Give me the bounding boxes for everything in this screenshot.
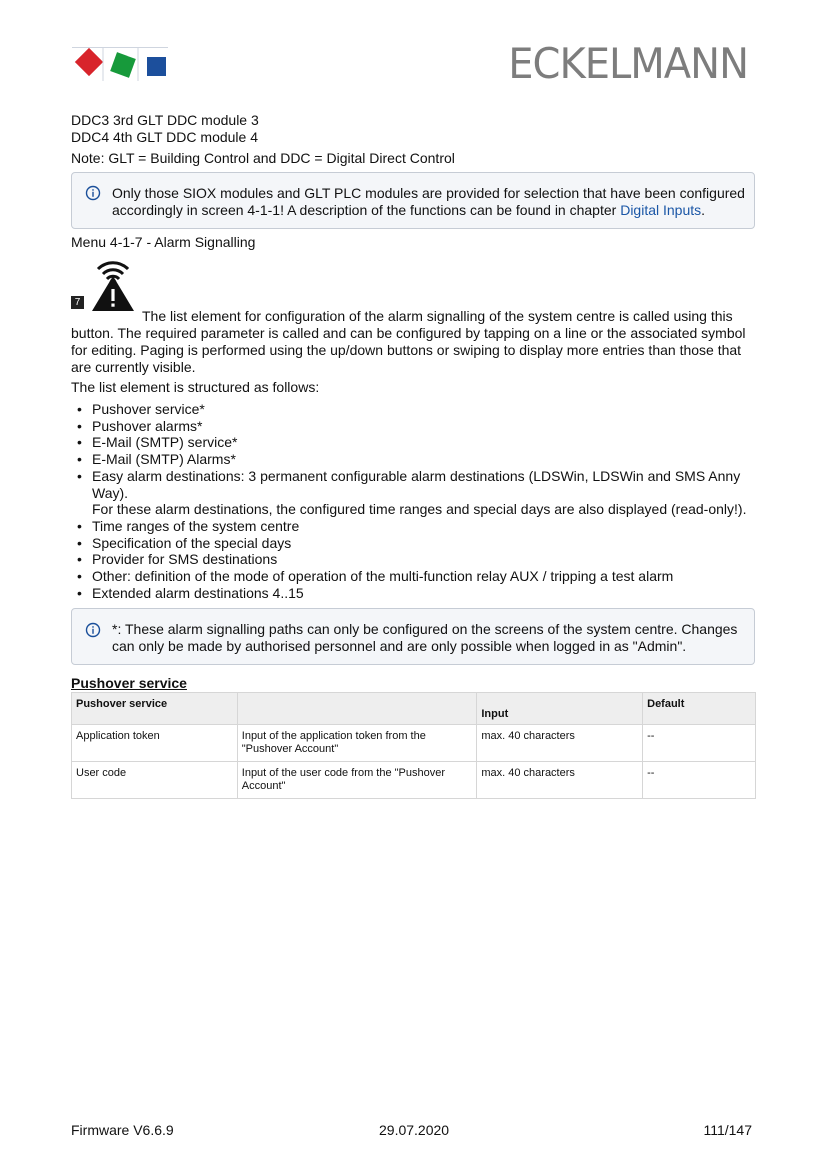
- list-item: • Other: definition of the mode of operation of the multi-function relay AUX / tripping a test alarm: [71, 568, 756, 585]
- pushover-params-table: [71, 692, 756, 799]
- table-row: [72, 725, 756, 762]
- logo-red-square: [75, 48, 103, 76]
- info-box-selection: [71, 172, 755, 229]
- footer-page-number: 111/147: [703, 1122, 752, 1138]
- intro-line: DDC4 4th GLT DDC module 4: [71, 129, 258, 145]
- intro-line: DDC3 3rd GLT DDC module 3: [71, 112, 259, 128]
- alarm-paragraph-line: for editing. Paging is performed using the up/down buttons or swiping to display more entries than those that: [71, 342, 742, 358]
- table-cell: User code: [72, 762, 238, 799]
- table-header-row: [72, 693, 756, 725]
- table-cell: Application token: [72, 725, 238, 762]
- note-line: Note: GLT = Building Control and DDC = Digital Direct Control: [71, 150, 455, 166]
- table-cell: max. 40 characters: [477, 725, 643, 762]
- brand-wordmark: ECKELMANN: [508, 40, 748, 89]
- table-header-cell: Pushover service: [72, 693, 238, 725]
- structure-intro: The list element is structured as follows:: [71, 379, 320, 395]
- menu-title: Menu 4-1-7 - Alarm Signalling: [71, 234, 256, 250]
- structure-list: [71, 401, 756, 601]
- company-logo: [72, 47, 168, 81]
- list-item: • Provider for SMS destinations: [71, 551, 756, 568]
- info-box-2-line: can only be made by authorised personnel and are only possible when logged in as "Admin".: [112, 638, 687, 654]
- info-box-2-line: *: These alarm signalling paths can only be configured on the screens of the system centre. Changes: [112, 621, 738, 637]
- info-box-1-line: Only those SIOX modules and GLT PLC modules are provided for selection that have been configured: [112, 185, 745, 201]
- list-item: • E-Mail (SMTP) Alarms*: [71, 451, 756, 468]
- alarm-paragraph-line: The list element for configuration of the alarm signalling of the system centre is called using this: [142, 308, 733, 324]
- table-header-cell: [237, 693, 477, 725]
- table-cell: --: [643, 762, 756, 799]
- alarm-paragraph-line: are currently visible.: [71, 359, 196, 375]
- table-header-cell: Input: [477, 693, 643, 725]
- intro-block: [71, 112, 756, 167]
- digital-inputs-link[interactable]: Digital Inputs: [620, 202, 702, 218]
- table-row: [72, 762, 756, 799]
- list-item: • Extended alarm destinations 4..15: [71, 585, 756, 602]
- button-number-badge: 7: [71, 296, 84, 309]
- list-item: • Specification of the special days: [71, 535, 756, 552]
- footer-date: 29.07.2020: [379, 1122, 450, 1138]
- info-icon: [85, 622, 101, 638]
- table-header-cell: Default: [643, 693, 756, 725]
- info-icon: [85, 185, 101, 201]
- table-cell: Input of the user code from the "Pushover Account": [237, 762, 477, 799]
- footer-firmware: Firmware V6.6.9: [71, 1122, 174, 1138]
- logo-green-square: [110, 52, 136, 78]
- list-item: • Easy alarm destinations: 3 permanent configurable alarm destinations (LDSWin, LDSWin and SMS Anny Way). For these alarm destinations, the configured time ranges and special days are also displayed (read-only!).: [71, 468, 756, 518]
- list-item: • Pushover service*: [71, 401, 756, 418]
- info-box-1-punct: .: [701, 202, 706, 218]
- logo-blue-square: [147, 57, 166, 76]
- section-title-pushover: Pushover service: [71, 675, 187, 691]
- table-cell: Input of the application token from the "Pushover Account": [237, 725, 477, 762]
- list-item: • Pushover alarms*: [71, 418, 756, 435]
- alarm-signalling-icon[interactable]: [90, 254, 136, 312]
- info-box-1-line: accordingly in screen 4-1-1! A description of the functions can be found in chapter: [112, 202, 621, 218]
- info-box-admin: [71, 608, 755, 665]
- table-cell: --: [643, 725, 756, 762]
- alarm-paragraph-line: button. The required parameter is called and can be configured by tapping on a line or the associated symbol: [71, 325, 746, 341]
- table-cell: max. 40 characters: [477, 762, 643, 799]
- list-item: • Time ranges of the system centre: [71, 518, 756, 535]
- list-item: • E-Mail (SMTP) service*: [71, 434, 756, 451]
